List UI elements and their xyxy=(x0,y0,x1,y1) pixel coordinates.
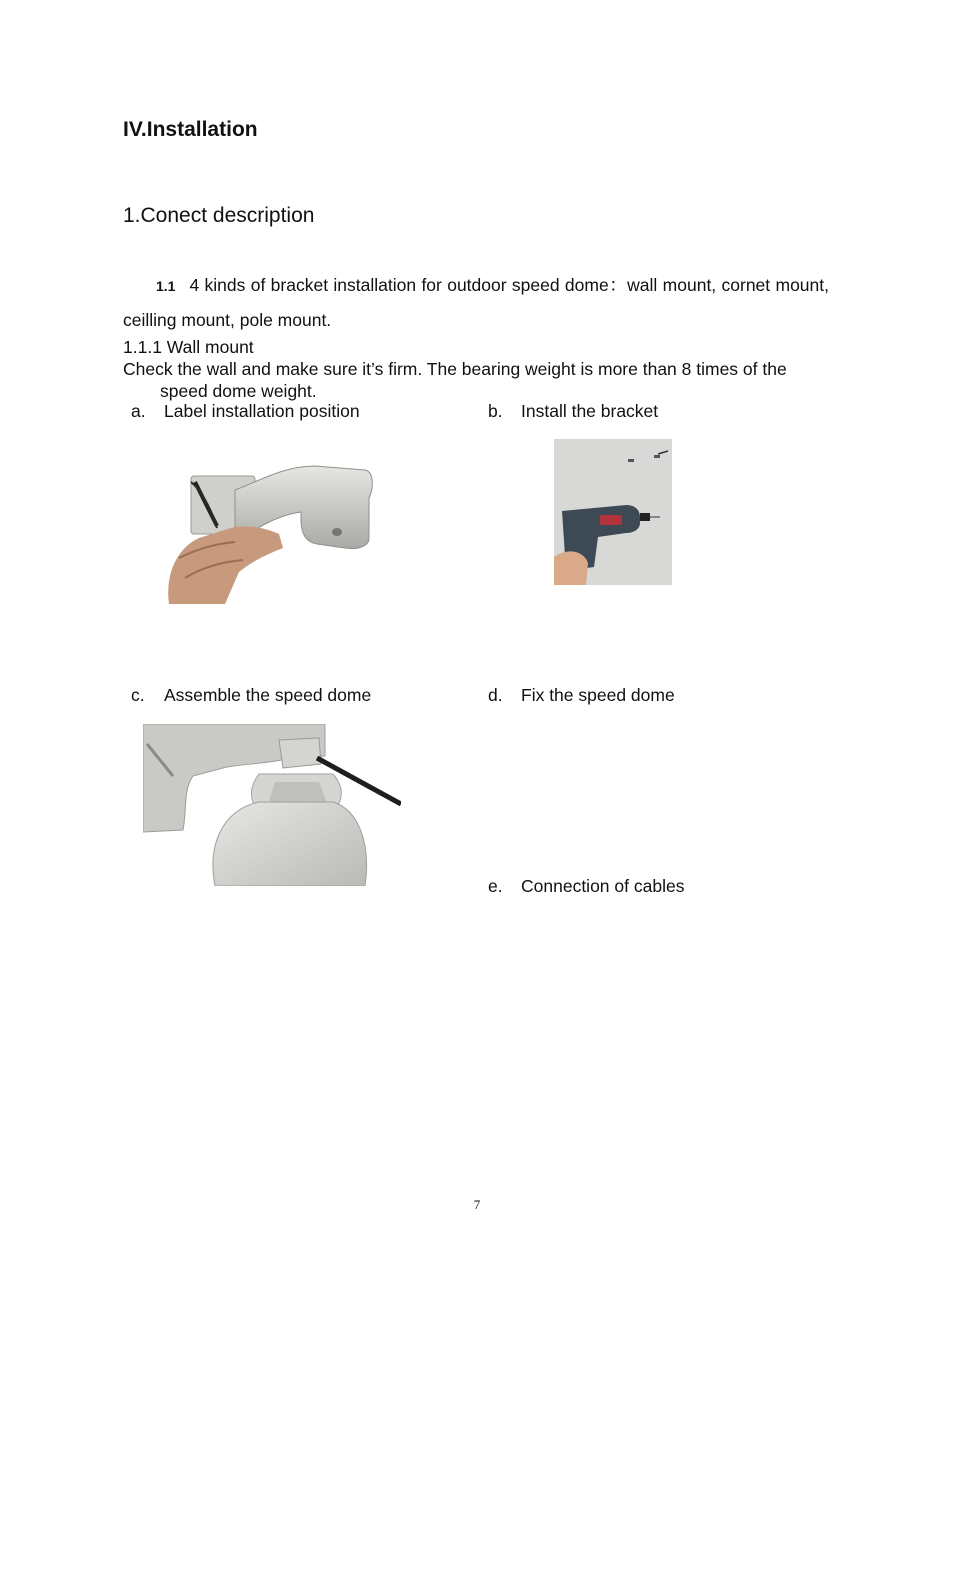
subsection-title: 1.1.1 Wall mount xyxy=(123,337,254,357)
step-label: Assemble the speed dome xyxy=(164,685,372,705)
check-paragraph xyxy=(123,358,843,402)
step-b xyxy=(488,401,658,422)
step-d xyxy=(488,685,675,706)
step-e xyxy=(488,876,684,897)
dome-assembly-photo xyxy=(143,724,401,886)
wall-bracket-photo xyxy=(165,462,375,604)
step-c xyxy=(131,685,371,706)
drill-photo xyxy=(554,439,672,585)
step-marker: b. xyxy=(488,401,503,421)
step-marker: a. xyxy=(131,401,146,421)
step-label: Fix the speed dome xyxy=(521,685,675,705)
step-a xyxy=(131,401,360,422)
step-marker: d. xyxy=(488,685,503,705)
step-label: Install the bracket xyxy=(521,401,659,421)
step-label: Label installation position xyxy=(164,401,360,421)
step-marker: c. xyxy=(131,685,145,705)
check-line-2: speed dome weight. xyxy=(160,381,317,401)
intro-text: 4 kinds of bracket installation for outdoor speed dome：wall mount, cornet mount, ceilling mount, pole mount. xyxy=(123,275,829,330)
intro-number: 1.1 xyxy=(156,278,176,294)
check-line-1: Check the wall and make sure it’s firm. The bearing weight is more than 8 times of the xyxy=(123,359,787,379)
section-title: 1.Conect description xyxy=(123,204,315,227)
step-label: Connection of cables xyxy=(521,876,685,896)
intro-paragraph xyxy=(123,268,829,337)
page-heading: IV.Installation xyxy=(123,118,258,141)
page-number: 7 xyxy=(473,1197,481,1212)
step-marker: e. xyxy=(488,876,503,896)
